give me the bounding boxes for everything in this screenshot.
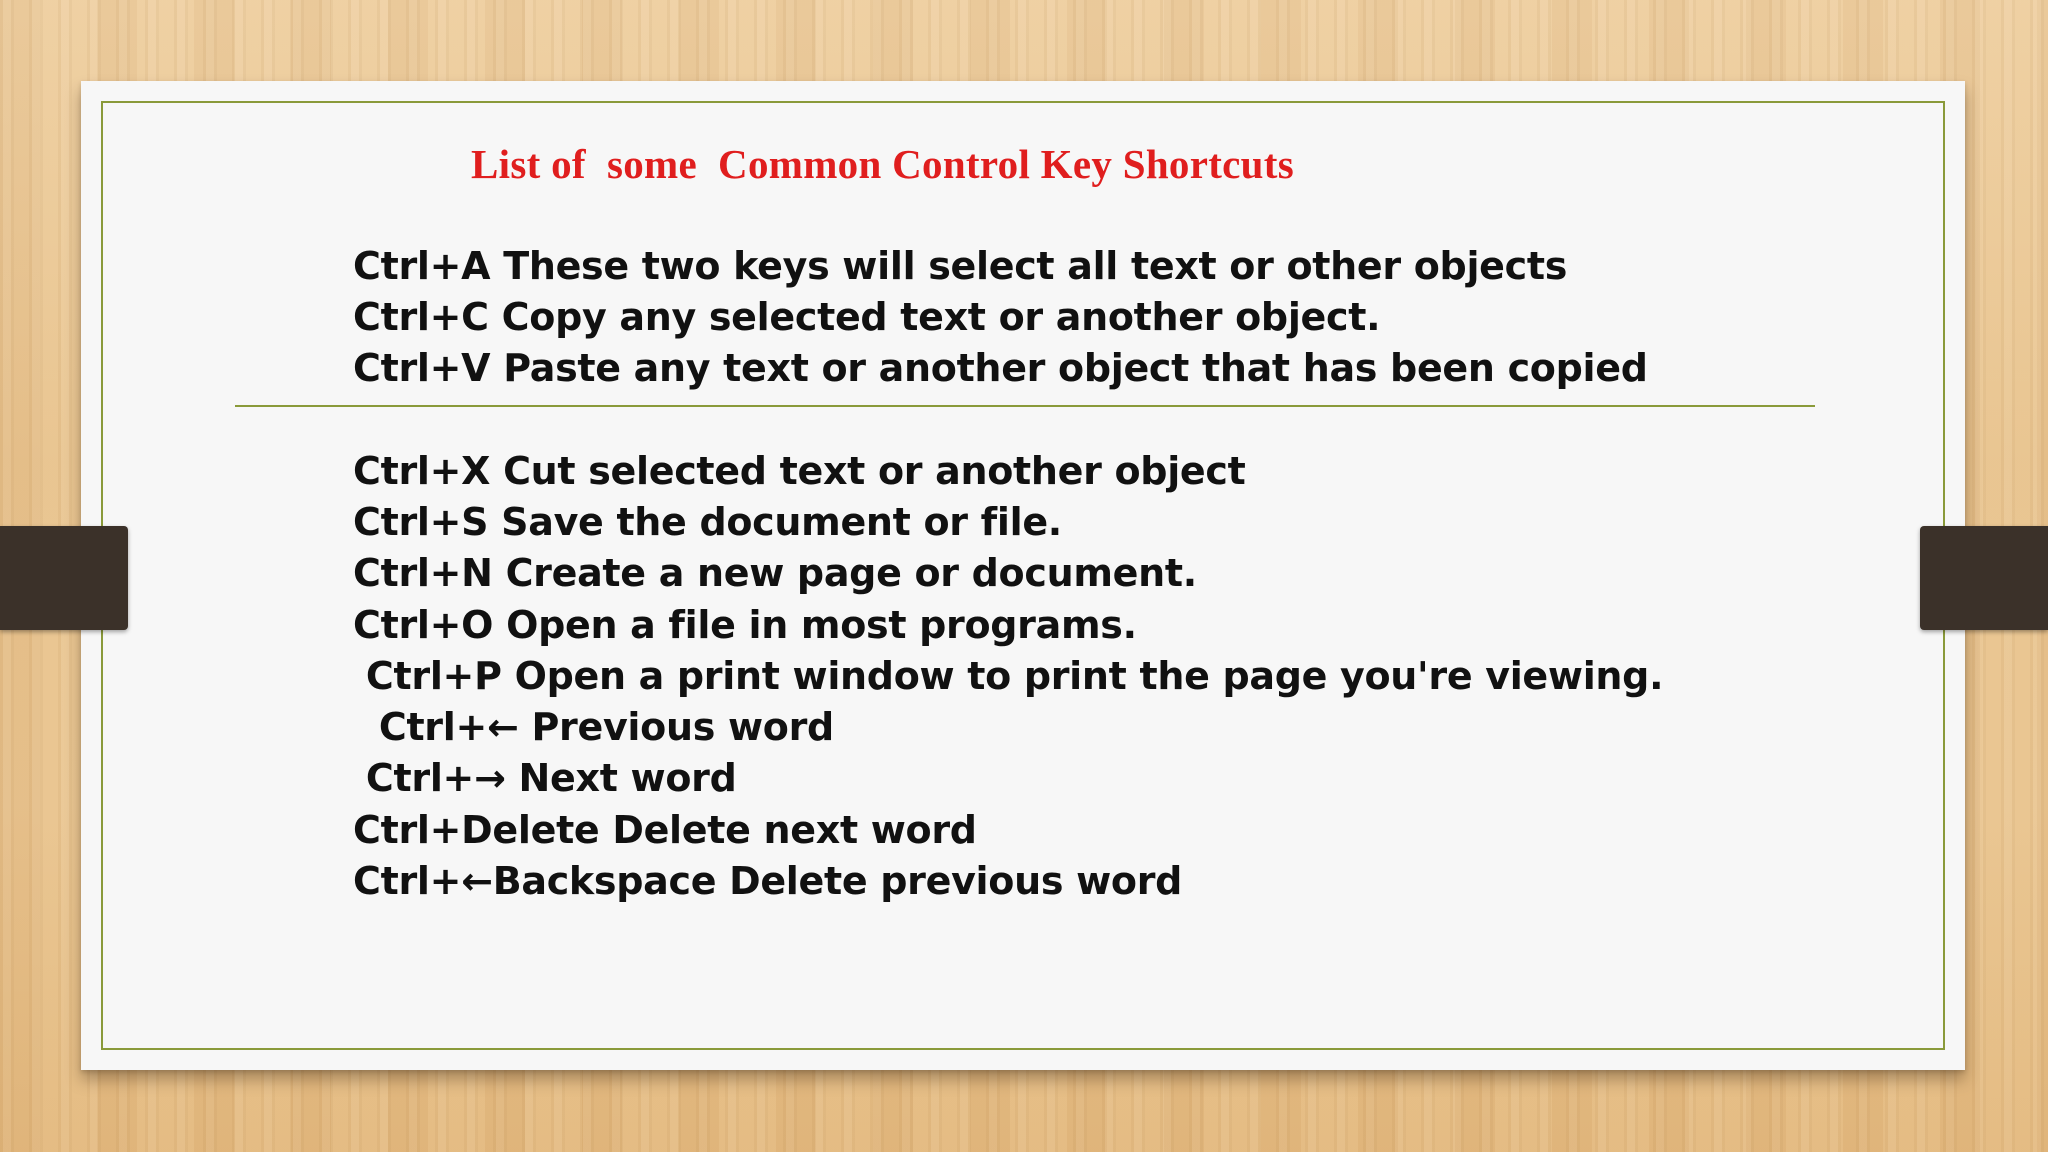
- shortcut-line-ctrl-v: Ctrl+V Paste any text or another object that has been copied: [353, 346, 1648, 390]
- right-binder-tab: [1920, 526, 2048, 630]
- shortcut-line-ctrl-a: Ctrl+A These two keys will select all text or other objects: [353, 244, 1568, 288]
- shortcut-line-ctrl-left: Ctrl+← Previous word: [353, 705, 834, 749]
- shortcut-line-ctrl-n: Ctrl+N Create a new page or document.: [353, 551, 1197, 595]
- shortcut-line-ctrl-delete: Ctrl+Delete Delete next word: [353, 808, 977, 852]
- section-divider: [235, 405, 1815, 407]
- shortcut-line-ctrl-right: Ctrl+→ Next word: [353, 756, 737, 800]
- shortcut-line-ctrl-s: Ctrl+S Save the document or file.: [353, 500, 1062, 544]
- shortcut-line-ctrl-c: Ctrl+C Copy any selected text or another object.: [353, 295, 1381, 339]
- shortcut-line-ctrl-backspace: Ctrl+←Backspace Delete previous word: [353, 859, 1183, 903]
- shortcut-line-ctrl-x: Ctrl+X Cut selected text or another object: [353, 449, 1246, 493]
- shortcut-line-ctrl-o: Ctrl+O Open a file in most programs.: [353, 603, 1137, 647]
- slide-title: List of some Common Control Key Shortcuts: [471, 141, 1294, 187]
- left-binder-tab: [0, 526, 128, 630]
- shortcut-line-ctrl-p: Ctrl+P Open a print window to print the page you're viewing.: [353, 654, 1664, 698]
